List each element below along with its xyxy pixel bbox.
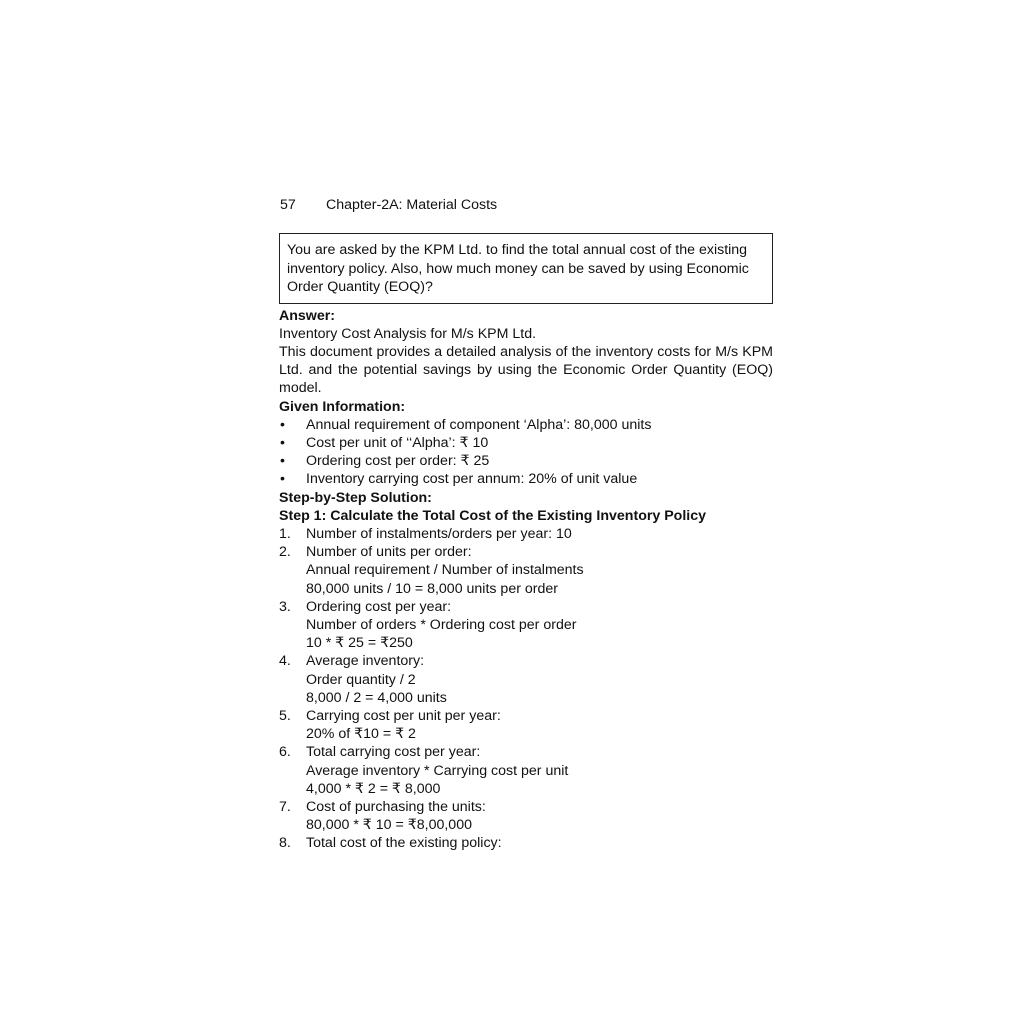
solution-heading: Step-by-Step Solution: (279, 489, 432, 506)
step-line: Order quantity / 2 (306, 671, 416, 688)
steps-list (279, 525, 773, 853)
step-number: 4. (279, 653, 291, 670)
page-number: 57 (280, 197, 296, 213)
step-line: Ordering cost per year: (306, 598, 452, 615)
step-item (279, 834, 773, 852)
step-line: Average inventory * Carrying cost per unit (306, 762, 569, 779)
step-line: Annual requirement / Number of instalments (306, 562, 584, 579)
given-item-text: Ordering cost per order: ₹ 25 (306, 453, 490, 470)
step-line: Number of instalments/orders per year: 10 (306, 525, 572, 542)
list-item (279, 434, 773, 452)
step-line: 80,000 units / 10 = 8,000 units per order (306, 580, 559, 597)
step-line: Total cost of the existing policy: (306, 835, 502, 852)
list-item (279, 470, 773, 488)
step-line: 20% of ₹10 = ₹ 2 (306, 726, 416, 743)
question-line: You are asked by the KPM Ltd. to find the total annual cost of the existing (287, 242, 748, 258)
step-item (279, 525, 773, 543)
list-item (279, 452, 773, 470)
step-line: Average inventory: (306, 653, 425, 670)
step-item (279, 652, 773, 707)
step-item (279, 798, 773, 834)
question-box (279, 233, 773, 304)
step-line: Cost of purchasing the units: (306, 798, 486, 815)
step-line: 8,000 / 2 = 4,000 units (306, 689, 447, 706)
bullet-marker: • (280, 453, 285, 470)
step-line: 80,000 * ₹ 10 = ₹8,00,000 (306, 817, 472, 834)
step-line: Carrying cost per unit per year: (306, 707, 501, 724)
bullet-marker: • (280, 434, 285, 451)
bullet-marker: • (280, 416, 285, 433)
bullet-marker: • (280, 471, 285, 488)
list-item (279, 416, 773, 434)
step-line: 4,000 * ₹ 2 = ₹ 8,000 (306, 780, 441, 797)
question-line: Order Quantity (EOQ)? (287, 279, 433, 295)
step-number: 8. (279, 835, 291, 852)
step-number: 6. (279, 744, 291, 761)
step-line: Number of units per order: (306, 544, 472, 561)
step-item (279, 707, 773, 743)
answer-heading: Answer: (279, 307, 335, 324)
given-item-text: Inventory carrying cost per annum: 20% of unit value (306, 471, 638, 488)
step-number: 1. (279, 525, 291, 542)
answer-title: Inventory Cost Analysis for M/s KPM Ltd. (279, 325, 537, 342)
step-line: Total carrying cost per year: (306, 744, 481, 761)
step-item (279, 598, 773, 653)
step-item (279, 743, 773, 798)
step-item (279, 543, 773, 598)
given-item-text: Cost per unit of ‘‘Alpha’: ₹ 10 (306, 434, 489, 451)
given-heading: Given Information: (279, 398, 406, 415)
step1-heading: Step 1: Calculate the Total Cost of the Existing Inventory Policy (279, 507, 707, 524)
step-line: 10 * ₹ 25 = ₹250 (306, 635, 413, 652)
step-number: 7. (279, 798, 291, 815)
answer-intro: This document provides a detailed analysis of the inventory costs for M/s KPM Ltd. and the potential savings by using the Economic Order Quantity (EOQ) model. (279, 343, 773, 397)
chapter-title: Chapter-2A: Material Costs (326, 197, 498, 213)
step-number: 2. (279, 544, 291, 561)
step-number: 3. (279, 598, 291, 615)
given-list (279, 416, 773, 489)
question-line: inventory policy. Also, how much money can be saved by using Economic (287, 260, 749, 277)
step-number: 5. (279, 707, 291, 724)
step-line: Number of orders * Ordering cost per order (306, 616, 577, 633)
page-header (280, 196, 497, 214)
given-item-text: Annual requirement of component ‘Alpha’: 80,000 units (306, 416, 652, 433)
page-content (279, 233, 773, 853)
